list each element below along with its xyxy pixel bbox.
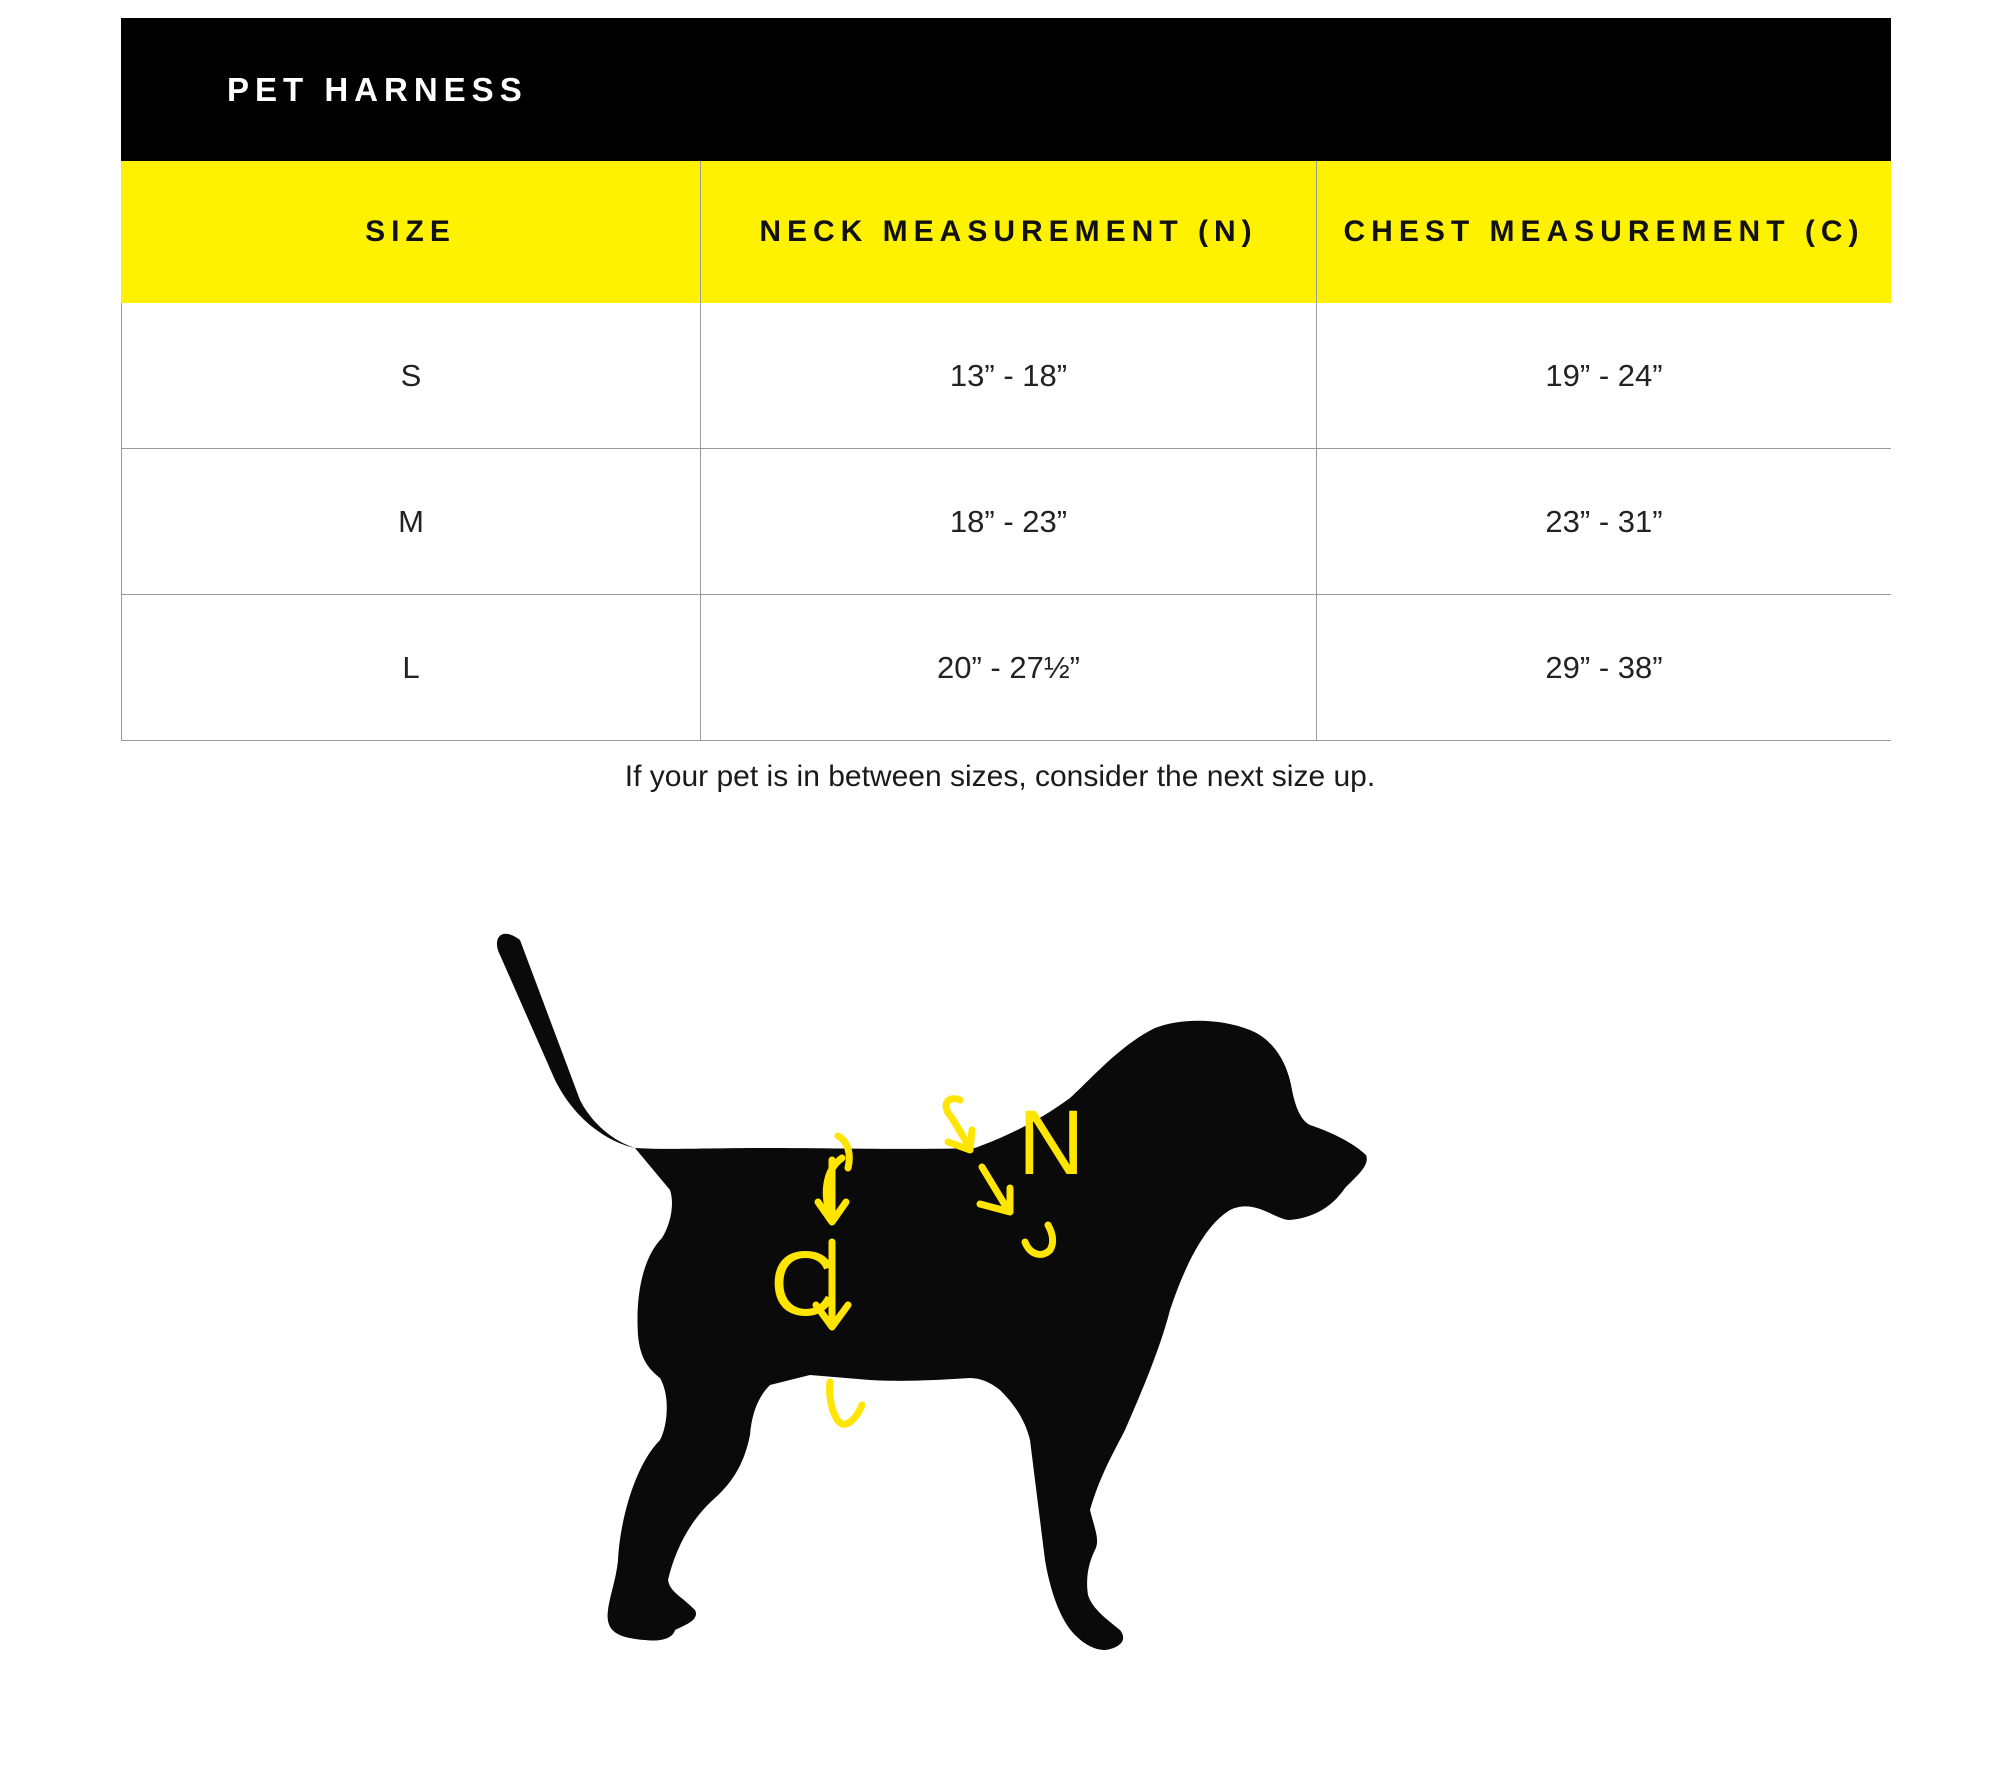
size-cell: S [121,303,701,448]
dog-silhouette [497,934,1367,1650]
neck-label: N [1018,1092,1085,1194]
neck-cell: 20” - 27½” [701,595,1317,740]
table-header-row [121,161,1891,303]
page-title: PET HARNESS [227,70,528,108]
size-cell: M [121,449,701,594]
dog-diagram-svg [470,920,1540,1690]
table-row [121,303,1891,449]
chest-cell: 19” - 24” [1545,357,1663,393]
neck-arrow-upper [948,1118,972,1150]
measurement-diagram [470,920,1540,1690]
table-row [121,449,1891,595]
neck-cell: 13” - 18” [701,303,1317,448]
table-row [121,595,1891,741]
chest-loop-bottom [830,1382,862,1424]
chest-cell: 29” - 38” [1545,649,1663,685]
neck-cell: 18” - 23” [701,449,1317,594]
chest-cell: 23” - 31” [1545,503,1663,539]
column-header-neck: NECK MEASUREMENT (N) [701,161,1317,303]
sizing-note: If your pet is in between sizes, consider the next size up. [624,760,1376,793]
size-chart-table [121,18,1891,741]
column-header-chest: CHEST MEASUREMENT (C) [1343,215,1865,248]
chest-label: C [770,1233,837,1335]
column-header-size: SIZE [121,161,701,303]
title-bar [121,18,1891,161]
size-cell: L [121,595,701,740]
